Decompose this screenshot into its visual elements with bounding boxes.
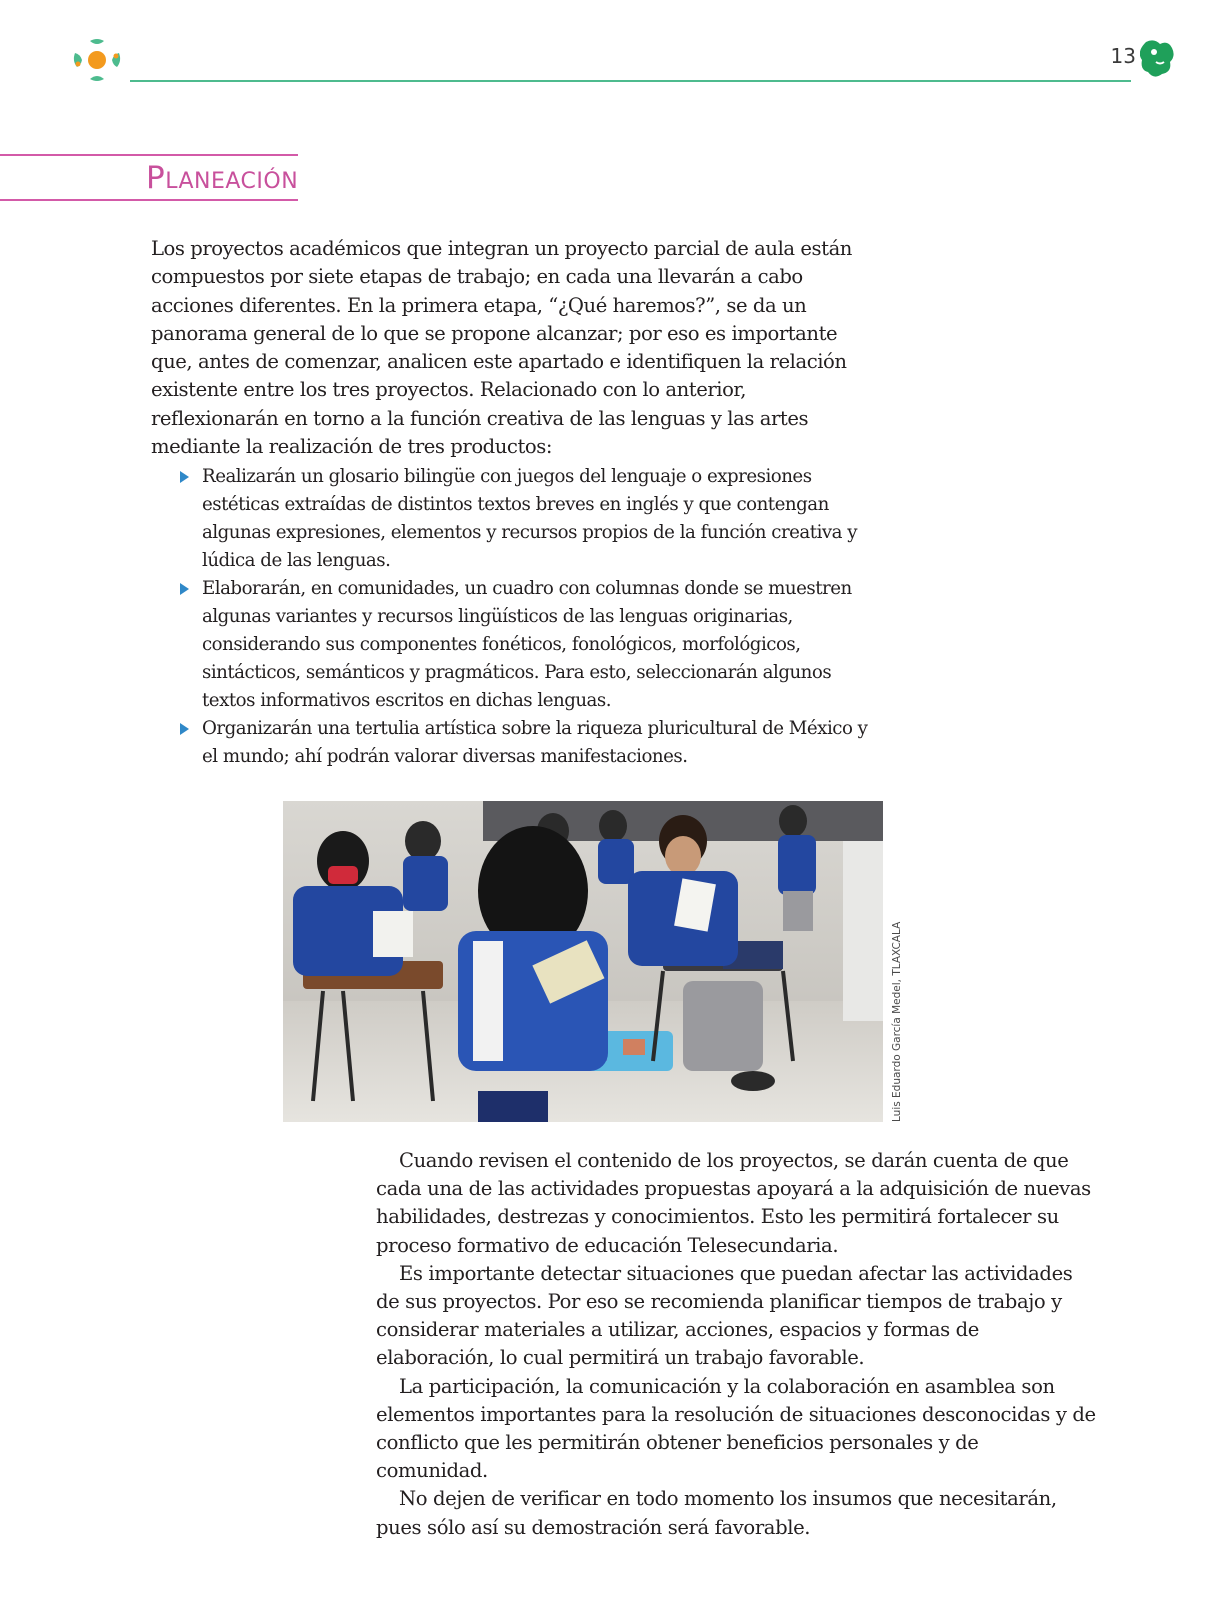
decorative-corner-icon (1140, 38, 1176, 78)
body-paragraph: La participación, la comunicación y la colaboración en asamblea son elementos importantes para la resolución de situaciones desconocidas y de conflicto que les permitirán obtener beneficios personales y de comunidad. (376, 1374, 1096, 1483)
body-paragraph: No dejen de verificar en todo momento los insumos que necesitarán, pues sólo así su demostración será favorable. (376, 1487, 1057, 1539)
page-number: 13 (1110, 44, 1136, 68)
header-rule (130, 80, 1131, 82)
list-item (180, 575, 870, 715)
list-item (180, 715, 870, 771)
list-item-text: Realizarán un glosario bilingüe con juegos del lenguaje o expresiones estéticas extraídas de distintos textos breves en inglés y que contengan algunas expresiones, elementos y recursos propios de la función creativa y lúdica de las lenguas. (202, 466, 858, 571)
product-list (180, 463, 870, 771)
list-item-text: Elaborarán, en comunidades, un cuadro con columnas donde se muestren algunas variantes y recursos lingüísticos de las lenguas originarias, considerando sus componentes fonéticos, fonológicos, morfológicos, sintácticos, semánticos y pragmáticos. Para esto, seleccionarán algunos textos informativos escritos en dichas lenguas. (202, 578, 852, 711)
section-title: Planeación (146, 160, 299, 196)
body-paragraph: Es importante detectar situaciones que puedan afectar las actividades de sus proyectos. Por eso se recomienda planificar tiempos de trabajo y considerar materiales a utilizar, acciones, espacios y formas de elaboración, lo cual permitirá un trabajo favorable. (376, 1261, 1073, 1370)
bullet-arrow-icon (180, 471, 189, 483)
sep-logo-icon (70, 33, 124, 87)
list-item-text: Organizarán una tertulia artística sobre la riqueza pluricultural de México y el mundo; ahí podrán valorar diversas manifestaciones. (202, 718, 868, 767)
classroom-photo (283, 801, 883, 1122)
bullet-arrow-icon (180, 723, 189, 735)
photo-credit: Luis Eduardo García Medel, TLAXCALA (891, 921, 903, 1122)
list-item (180, 463, 870, 575)
section-line-bottom (0, 199, 298, 201)
body-text (376, 1147, 1096, 1542)
body-paragraph: Cuando revisen el contenido de los proyectos, se darán cuenta de que cada una de las actividades propuestas apoyará a la adquisición de nuevas habilidades, destrezas y conocimientos. Esto les permitirá fortalecer su proceso formativo de educación Telesecundaria. (376, 1149, 1091, 1257)
section-line-top (0, 154, 298, 156)
bullet-arrow-icon (180, 583, 189, 595)
intro-paragraph: Los proyectos académicos que integran un proyecto parcial de aula están compuestos por siete etapas de trabajo; en cada una llevarán a cabo acciones diferentes. En la primera etapa, “¿Qué haremos?”, se da un panorama general de lo que se propone alcanzar; por eso es importante que, antes de comenzar, analicen este apartado e identifiquen la relación existente entre los tres proyectos. Relacionado con lo anterior, reflexionarán en torno a la función creativa de las lenguas y las artes mediante la realización de tres productos: (151, 237, 852, 459)
